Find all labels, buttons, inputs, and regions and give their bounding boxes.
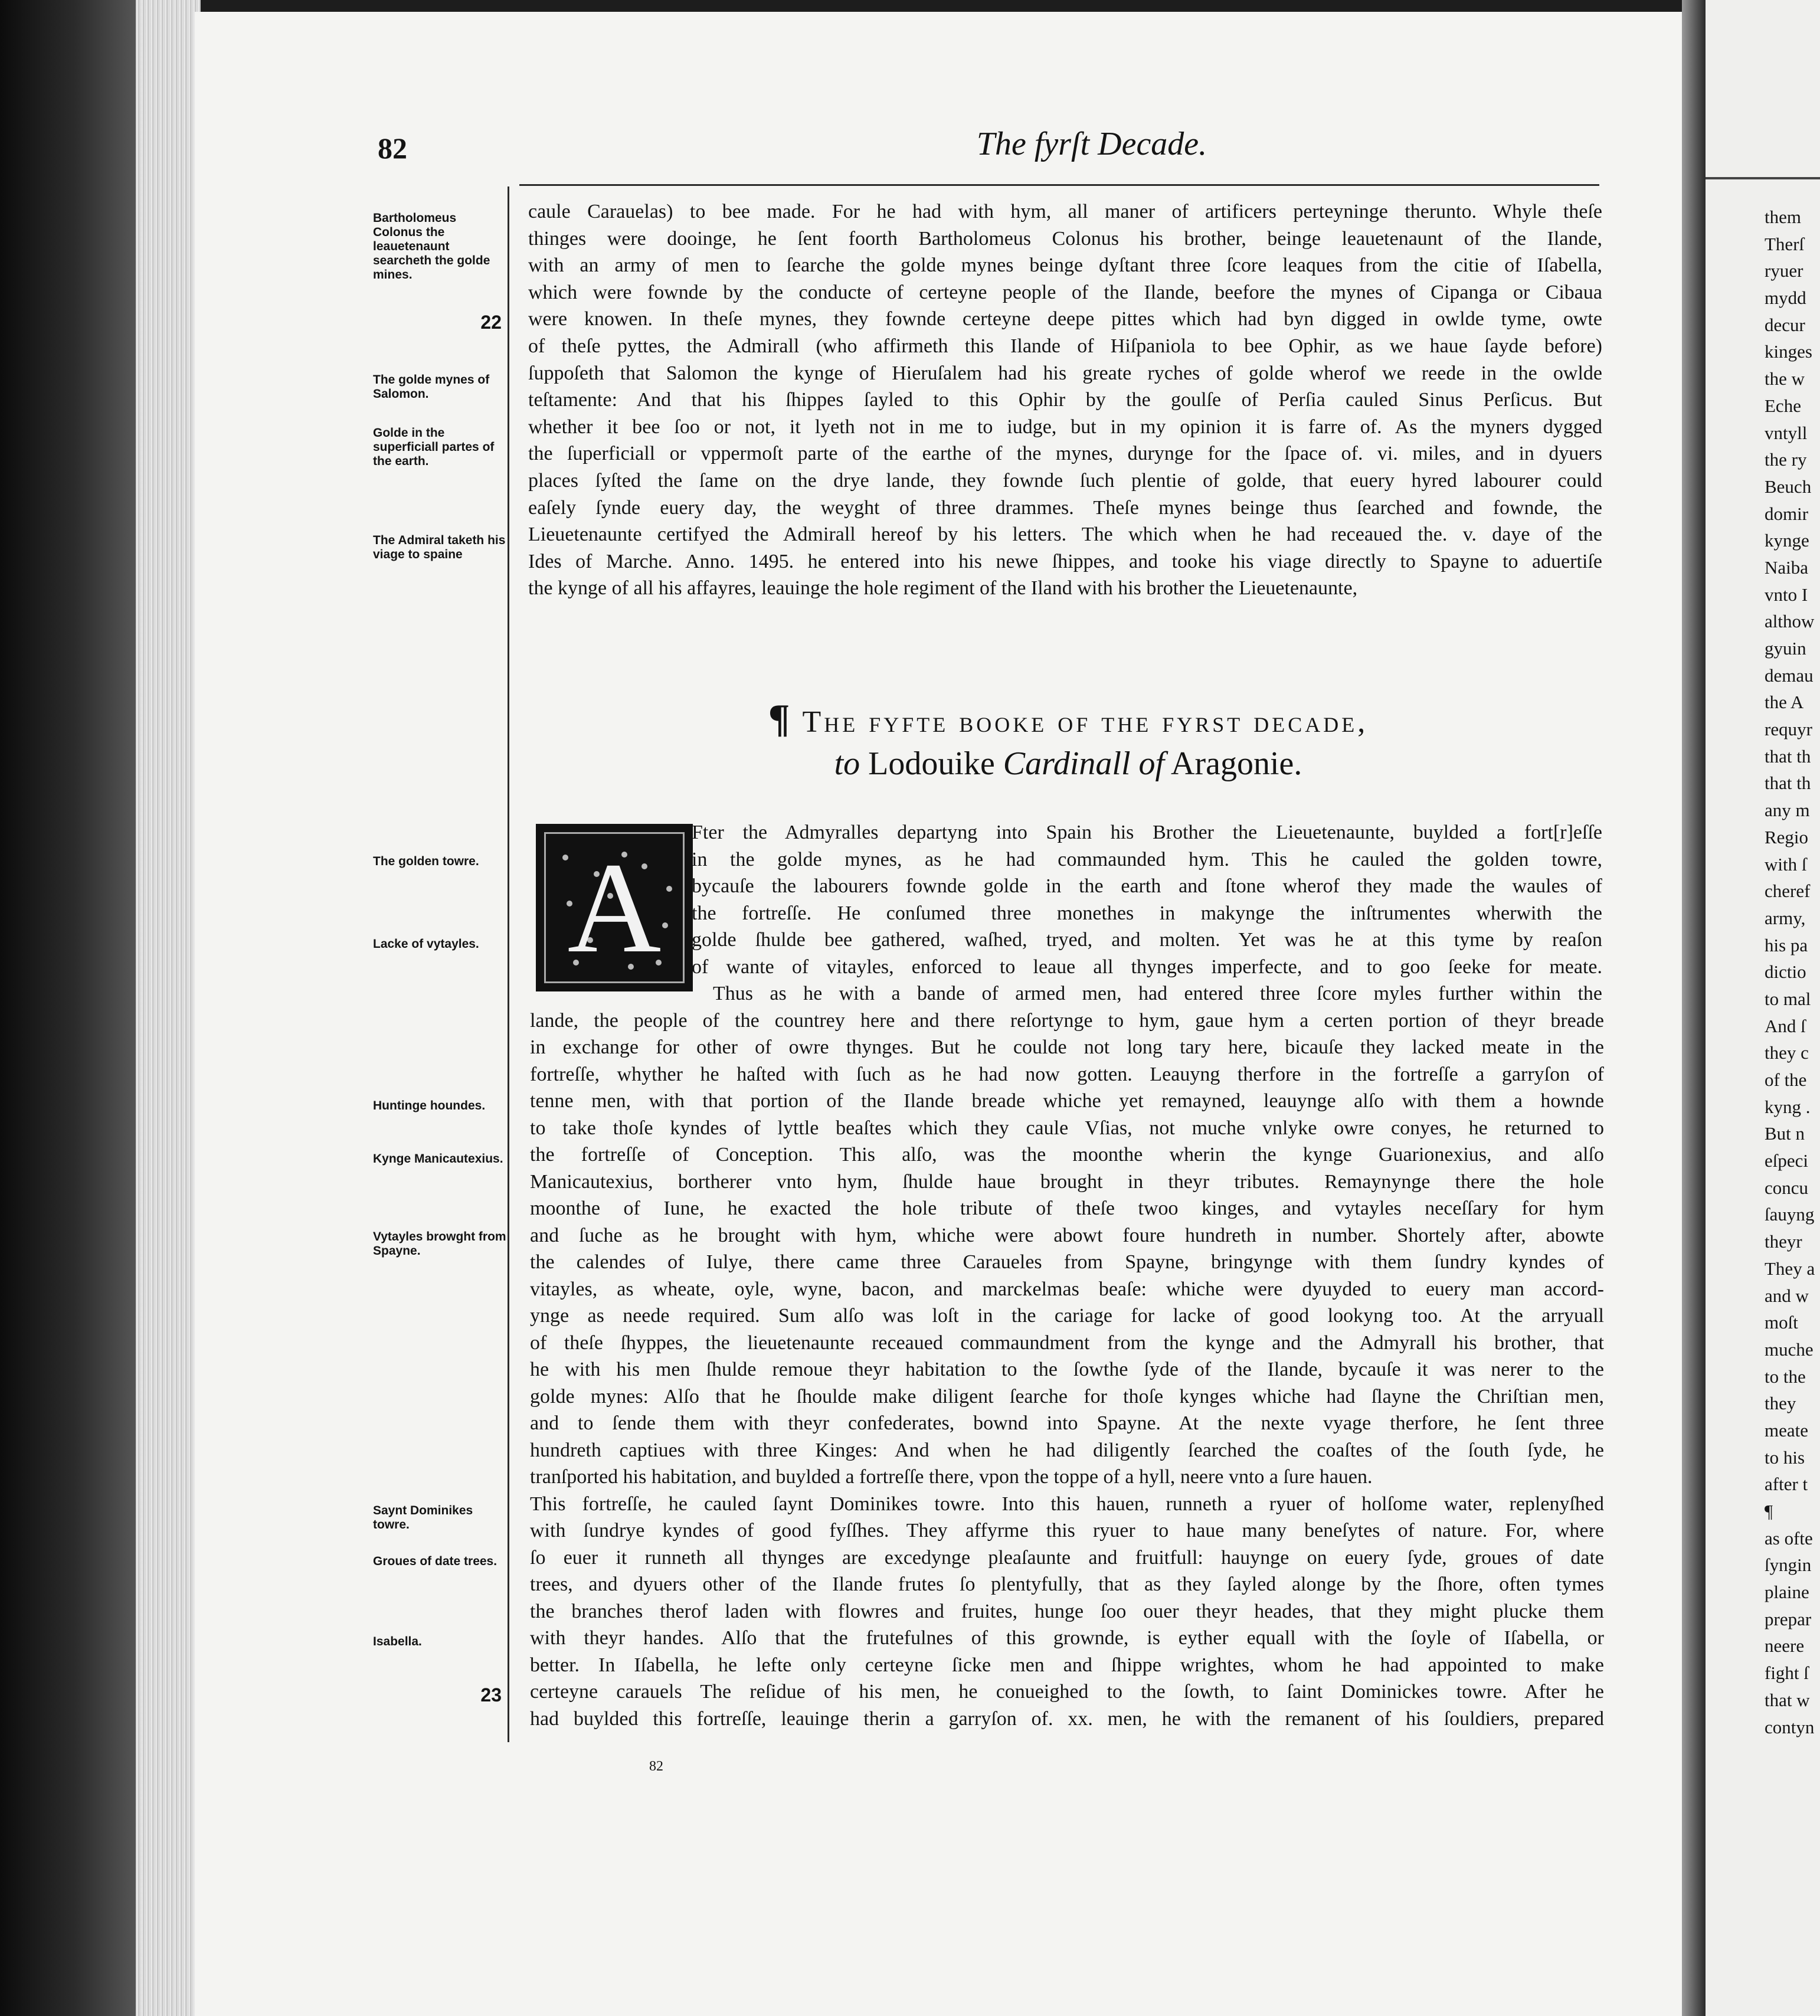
chapter-sub-cardinall: Cardinall of <box>1003 745 1165 782</box>
gloss-huntinge-houndes: Huntinge houndes. <box>373 1099 486 1112</box>
body-line: with ſundrye kyndes of good fyſſhes. They affyrme this ryuer to haue many beneſytes of nature. For, where <box>530 1520 1604 1542</box>
body-line: trees, and dyuers other of the Ilande frutes ſo plentyfully, that as they ſayled alonge by the ſhore, often tymes <box>530 1573 1604 1595</box>
body-line: of theſe ſhyppes, the lieuetenaunte receaued commaundment from the kynge and the Admyrall his brother, that <box>530 1331 1604 1354</box>
body-section-1 <box>528 198 1602 602</box>
body-line: the branches therof laden with flowres and fruites, hunge ſoo ouer theyr heades, that they might plucke them <box>530 1600 1604 1622</box>
right-page-word: domir <box>1765 503 1809 524</box>
body-line: ſuppoſeth that Salomon the kynge of Hieruſalem had his greate ryches of golde wherof we reede in the owlde <box>528 362 1602 384</box>
body-line: thinges were dooinge, he ſent foorth Bartholomeus Colonus his brother, beinge leauetenaunt of the Ilande, <box>528 227 1602 250</box>
right-page-word: his pa <box>1765 934 1808 955</box>
right-page-word: to mal <box>1765 988 1811 1009</box>
right-page-word: vnto I <box>1765 584 1808 605</box>
right-page-word: kyng . <box>1765 1096 1811 1117</box>
body-line: certeyne carauels The reſidue of his men, he conueighed to the ſowth, to ſaint Dominickes towre. After he <box>530 1681 1604 1703</box>
body-line: This fortreſſe, he cauled ſaynt Dominikes towre. Into this hauen, runneth a ryuer of holſome water, replenyſhed <box>530 1493 1604 1515</box>
right-page-word: decur <box>1765 314 1805 335</box>
body-line: and to ſende them with theyr confederates, bownd into Spayne. At the nexte vyage therfore, he ſent three <box>530 1412 1604 1434</box>
body-line-indented: in the golde mynes, as he had commaunded hym. This he cauled the golden towre, <box>692 848 1602 870</box>
right-page-word: But n <box>1765 1123 1805 1144</box>
body-line: places ſyſted the ſame on the drye lande, they fownde ſuch plentie of golde, that euery hyred labourer could <box>528 469 1602 492</box>
right-page-word: They a <box>1765 1258 1815 1279</box>
right-page-word: they <box>1765 1393 1796 1414</box>
chapter-sub-name: Lodouike <box>868 745 995 782</box>
initial-letter: A <box>567 836 662 980</box>
right-page-word: requyr <box>1765 719 1812 740</box>
bottom-folio: 82 <box>649 1759 663 1774</box>
body-line: the kynge of all his affayres, leauinge the hole regiment of the Iland with his brother the Lieuetenaunte, <box>528 577 1358 600</box>
body-line: Ides of Marche. Anno. 1495. he entered into his newe ſhippes, and tooke his viage directly to Spayne to aduertiſe <box>528 550 1602 572</box>
body-line: whether it bee ſoo or not, it lyeth not in me to iudge, but in my opinion it is farre of. As the myners dygged <box>528 415 1602 438</box>
body-line: the fortreſſe of Conception. This alſo, was the moonthe wherin the kynge Guarionexius, and alſo <box>530 1144 1604 1166</box>
right-page-word: fight ſ <box>1765 1662 1809 1684</box>
chapter-title-text: The fyfte booke of the fyrst decade, <box>802 705 1369 739</box>
right-page-word: Beuch <box>1765 476 1812 497</box>
right-page-word: demau <box>1765 665 1814 686</box>
body-line: fortreſſe, whyther he haſted with ſuch as he had now gotten. Leauyng therfore in the fortreſſe a garryſon of <box>530 1063 1604 1085</box>
body-line: lande, the people of the countrey here and there reſortynge to hym, gaue hym a certen portion of theyr breade <box>530 1009 1604 1032</box>
body-line: with an army of men to ſearche the golde mynes beinge dyſtant three ſcore leaques from the citie of Iſabella, <box>528 254 1602 277</box>
right-page-text <box>1765 204 1820 1740</box>
right-page-word: the ry <box>1765 449 1807 470</box>
body-line: the calendes of Iulye, there came three Caraueles from Spayne, bringynge with them ſundry kyndes of <box>530 1251 1604 1273</box>
right-page-word: Eche <box>1765 395 1801 416</box>
body-line: the ſuperficiall or vppermoſt parte of the earthe of the mynes, durynge for the ſpace of. vi. miles, and in dyuers <box>528 443 1602 465</box>
body-line: to take thoſe kyndes of lyttle beaſtes which they caule Vſias, not muche vnlyke owre conyes, he returned to <box>530 1117 1604 1139</box>
right-page-word: the A <box>1765 692 1804 713</box>
right-page-word: mydd <box>1765 287 1806 309</box>
right-page-word: moſt <box>1765 1312 1798 1333</box>
book-spine-shadow <box>0 0 136 2016</box>
gloss-bartholomeus: Bartholomeus Colonus the leauetenaunt searcheth the golde mines. <box>373 211 490 282</box>
body-line: were knowen. In theſe mynes, they fownde certeyne deepe pittes which had byn digged in owlde tyme, owte <box>528 308 1602 330</box>
gloss-saynt-dominikes: Saynt Dominikes towre. <box>373 1504 473 1531</box>
pilcrow-mark: ¶ <box>768 696 793 741</box>
decorated-initial <box>536 824 693 991</box>
right-page-word: and w <box>1765 1285 1809 1306</box>
gloss-isabella: Isabella. <box>373 1635 422 1648</box>
right-page-word: althow <box>1765 611 1815 632</box>
body-line: of theſe pyttes, the Admirall (who affirmeth this Ilande of Hiſpaniola to bee Ophir, as we haue ſayde before) <box>528 335 1602 357</box>
right-page-word: of the <box>1765 1069 1807 1090</box>
body-line: which were fownde by the conducte of certeyne people of the Ilande, beefore the mynes of Cipanga or Cibaua <box>528 281 1602 303</box>
right-page-word: dictio <box>1765 961 1806 983</box>
body-line-indented: of wante of vitayles, enforced to leaue all thynges imperfecte, and to goo ſeeke for meate. <box>692 955 1602 978</box>
initial-ornament-dot <box>666 886 672 892</box>
right-page-word: as ofte <box>1765 1527 1813 1549</box>
body-line: caule Carauelas) to bee made. For he had with hym, all maner of artificers perteyninge therunto. Whyle theſe <box>528 201 1602 222</box>
gloss-number-22: 22 <box>480 312 502 333</box>
right-page-word: to the <box>1765 1366 1806 1387</box>
right-page-word: neere <box>1765 1635 1805 1657</box>
gloss-admiral: The Admiral taketh his viage to spaine <box>373 534 506 561</box>
gloss-vytayles-from-spayne: Vytayles browght from Spayne. <box>373 1230 506 1258</box>
right-page-word: ryuer <box>1765 260 1803 282</box>
gloss-number-23: 23 <box>480 1684 502 1706</box>
body-line: ynge as neede required. Sum alſo was loſt in the cariage for lacke of good lookyng too. At the arryuall <box>530 1305 1604 1327</box>
chapter-sub-place: Aragonie. <box>1171 745 1302 782</box>
body-line: ſo euer it runneth all thynges are excedynge pleaſaunte and fruitfull: hauynge on euery ſyde, groues of date <box>530 1546 1604 1569</box>
body-line: tenne men, with that portion of the Ilande breade whiche yet remayned, leauynge alſo with them a hownde <box>530 1090 1604 1112</box>
gloss-lacke-of-vytayles: Lacke of vytayles. <box>373 937 479 951</box>
body-line: golde mynes: Alſo that he ſhoulde make diligent ſearche for thoſe kynges whiche had ſlayne the Chriſtian men, <box>530 1385 1604 1408</box>
body-line: in exchange for other of owre thynges. But he coulde not long tary here, bicauſe they lacked meate in the <box>530 1036 1604 1058</box>
right-page-word: concu <box>1765 1177 1809 1198</box>
chapter-title <box>528 695 1608 742</box>
body-line: moonthe of Iune, he exacted the hole tribute of theſe twoo kinges, and vytayles neceſſary for hym <box>530 1197 1604 1219</box>
right-page-word: Regio <box>1765 826 1809 847</box>
right-page-word: muche <box>1765 1338 1814 1360</box>
body-line: better. In Iſabella, he lefte only certeyne ſicke men and ſhippe wrightes, whom he had appointed to make <box>530 1654 1604 1676</box>
body-line: and ſuche as he brought with hym, whiche were abowt foure hundreth in number. Shortely after, abowte <box>530 1224 1604 1246</box>
body-line: vitayles, as wheate, oyle, wyne, bacon, and marckelmas beaſe: whiche were dyuyded to euery man accord- <box>530 1278 1604 1300</box>
right-page-word: meate <box>1765 1419 1809 1441</box>
right-page-word: army, <box>1765 907 1806 928</box>
right-page-word: cheref <box>1765 881 1811 902</box>
right-page-word: plaine <box>1765 1582 1809 1603</box>
header-rule <box>519 184 1599 186</box>
right-page-word: that w <box>1765 1689 1810 1710</box>
right-page-word: vntyll <box>1765 422 1808 443</box>
body-line: with theyr handes. Alſo that the frutefulnes of this grownde, is eyther equall with the ſoyle of Iſabella, or <box>530 1627 1604 1649</box>
right-page-word: ¶ <box>1765 1501 1773 1521</box>
chapter-subtitle <box>528 745 1608 783</box>
body-line: Lieuetenaunte certifyed the Admirall hereof by his letters. The which when he had receaued the. v. daye of the <box>528 523 1602 546</box>
right-page-word: kynge <box>1765 530 1809 551</box>
right-page-word: them <box>1765 207 1801 227</box>
initial-ornament-dot <box>662 922 668 928</box>
body-line: had buylded this fortreſſe, leauinge therin a garryſon of. xx. men, he with the remanent of his ſouldiers, prepared <box>530 1707 1604 1730</box>
right-page-word: Naiba <box>1765 557 1809 578</box>
body-line-indented: bycauſe the labourers fownde golde in the earth and ſtone wherof they made the waules of <box>692 875 1602 897</box>
right-page-word: to his <box>1765 1446 1805 1468</box>
page-folio: 82 <box>378 132 407 165</box>
body-line: he with his men ſhulde remoue theyr habitation to the ſowthe ſyde of the Ilande, bycauſe it was nerer to the <box>530 1359 1604 1380</box>
body-line: eaſely ſynde euery day, the weyght of three drammes. Theſe mynes beinge thus ſearched and fownde, the <box>528 496 1602 519</box>
gloss-golde: Golde in the superficiall partes of the earth. <box>373 426 495 468</box>
right-page-word: theyr <box>1765 1231 1802 1252</box>
body-line: Manicautexius, bortherer vnto hym, ſhulde haue brought in theyr tributes. Remaynynge there the hole <box>530 1170 1604 1193</box>
right-page-word: Therſ <box>1765 233 1805 254</box>
gutter-shadow <box>1682 0 1706 2016</box>
chapter-sub-to: to <box>834 745 860 782</box>
body-line-indented: the fortreſſe. He conſumed three monethes in makynge the inſtrumentes wherwith the <box>692 902 1602 924</box>
body-line: teſtamente: And that his ſhippes ſayled to this Ophir by the goulſe of Perſia cauled Sinus Perſicus. But <box>528 389 1602 411</box>
page-edges <box>136 0 201 2016</box>
right-page-word: contyn <box>1765 1716 1815 1737</box>
gloss-groues-of-date-trees: Groues of date trees. <box>373 1554 497 1568</box>
gloss-kynge-manicautexius: Kynge Manicautexius. <box>373 1152 503 1166</box>
right-page-word: the w <box>1765 368 1805 390</box>
right-page-word: with ſ <box>1765 853 1807 875</box>
body-line-indented: golde ſhulde bee gathered, waſhed, tryed, and molten. Yet was he at this tyme by reaſon <box>692 929 1602 951</box>
right-page-word: prepar <box>1765 1608 1812 1629</box>
right-page-word: they c <box>1765 1042 1809 1063</box>
right-page-word: kinges <box>1765 341 1812 362</box>
right-page-word: that th <box>1765 773 1811 794</box>
right-page-word: after t <box>1765 1474 1808 1495</box>
body-line: tranſported his habitation, and buylded a fortreſſe there, vpon the toppe of a hyll, neere vnto a ſure hauen. <box>530 1466 1373 1488</box>
body-line: hundreth captiues with three Kinges: And when he had diligently ſearched the coaſtes of the ſouth ſyde, he <box>530 1439 1604 1461</box>
gloss-golden-towre: The golden towre. <box>373 855 479 868</box>
body-line-indented: Thus as he with a bande of armed men, had entered three ſcore myles further within the <box>713 983 1602 1004</box>
right-page-word: that th <box>1765 745 1811 767</box>
right-page-word: any m <box>1765 800 1810 821</box>
body-line-indented: Fter the Admyralles departyng into Spain his Brother the Lieuetenaunte, buylded a fort[r]eſſe <box>692 822 1602 843</box>
right-page-word: gyuin <box>1765 638 1806 659</box>
right-page-word: eſpeci <box>1765 1150 1809 1171</box>
right-page-word: And ſ <box>1765 1015 1806 1036</box>
decorated-initial-frame <box>544 832 685 983</box>
running-head: The fyrſt Decade. <box>976 126 1207 162</box>
right-page-rule <box>1706 177 1820 179</box>
gloss-salomon: The golde mynes of Salomon. <box>373 373 490 401</box>
right-page-word: ſyngin <box>1765 1554 1812 1576</box>
right-page-word: ſauyng <box>1765 1204 1815 1225</box>
